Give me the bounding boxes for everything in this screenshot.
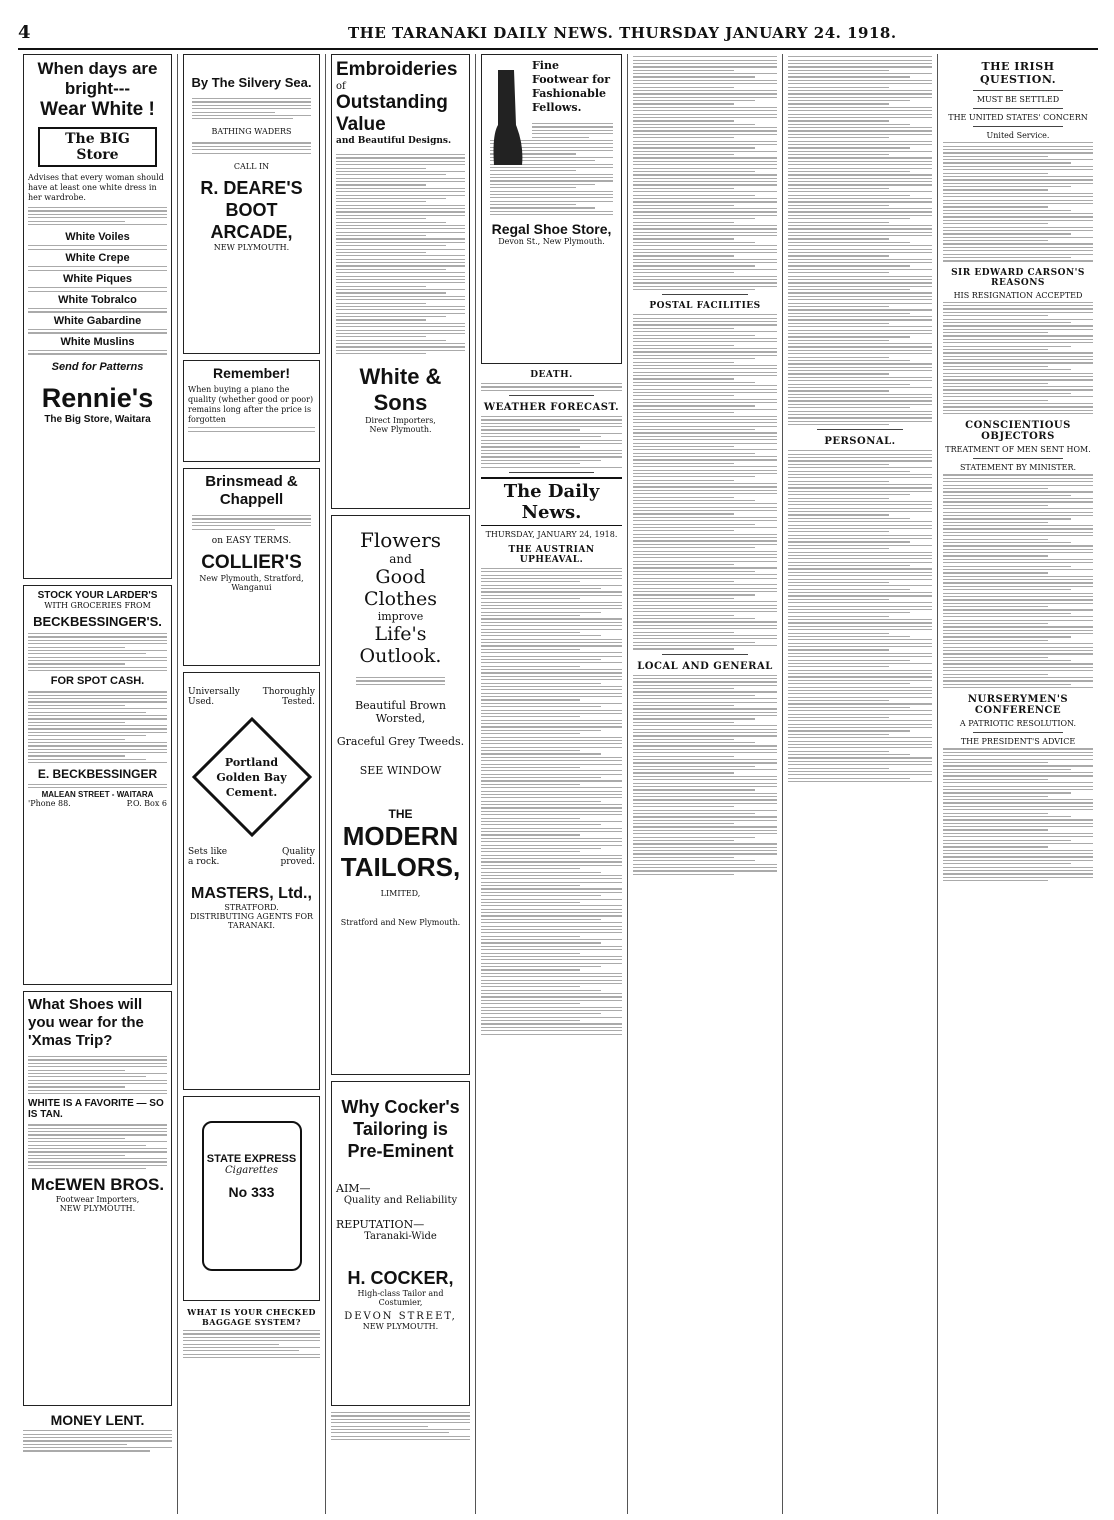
ad-headline: Outstanding bbox=[336, 92, 448, 113]
divider bbox=[973, 90, 1063, 91]
text-lines bbox=[331, 1412, 470, 1440]
favorite-slogan: WHITE IS A FAVORITE — SO IS TAN. bbox=[28, 1098, 164, 1121]
text-lines bbox=[28, 1056, 167, 1094]
cement-slogan: proved. bbox=[280, 857, 315, 867]
cig-number: No 333 bbox=[228, 1184, 275, 1200]
brand-line: Golden Bay bbox=[216, 771, 287, 784]
remember-ad bbox=[183, 360, 320, 462]
personal-heading: PERSONAL. bbox=[824, 436, 896, 448]
see-window: SEE WINDOW bbox=[359, 763, 442, 777]
text-lines bbox=[28, 350, 167, 355]
brand-line: Portland bbox=[224, 756, 279, 769]
money-lent-notice bbox=[23, 1412, 172, 1452]
send-patterns: Send for Patterns bbox=[51, 360, 144, 373]
spot-cash-heading: FOR SPOT CASH. bbox=[50, 675, 145, 688]
ad-headline: and bbox=[389, 552, 412, 566]
text-lines bbox=[28, 287, 167, 292]
cement-ad bbox=[183, 672, 320, 1090]
ad-subhead: and Beautiful Designs. bbox=[336, 136, 452, 146]
postal-heading: POSTAL FACILITIES bbox=[649, 301, 761, 312]
carson-sub: HIS RESIGNATION ACCEPTED bbox=[953, 290, 1083, 300]
editorial-headline: THE AUSTRIAN UPHEAVAL. bbox=[508, 544, 595, 565]
cement-slogan: Tested. bbox=[282, 697, 315, 707]
ad-headline: bright--- bbox=[64, 79, 131, 98]
objectors-sub: STATEMENT BY MINISTER. bbox=[959, 463, 1077, 473]
item-name: White Tobralco bbox=[58, 293, 137, 306]
divider bbox=[973, 732, 1063, 733]
importers-line: Footwear Importers, bbox=[55, 1195, 140, 1205]
deare-boot-arcade: R. DEARE'S BOOT ARCADE, bbox=[200, 177, 303, 242]
text-lines bbox=[188, 427, 315, 432]
store-name-box: The BIG Store bbox=[38, 127, 157, 167]
call-in: CALL IN bbox=[233, 161, 270, 171]
text-lines bbox=[943, 142, 1093, 261]
ad-headline: Embroideries bbox=[336, 59, 458, 80]
white-sons-logo: White & Sons bbox=[359, 364, 442, 416]
colliers-name: COLLIER'S bbox=[201, 551, 302, 573]
ad-headline: By The Silvery Sea. bbox=[191, 75, 312, 90]
phone-number: 'Phone 88. bbox=[28, 799, 71, 809]
state-express-ad bbox=[183, 1096, 320, 1301]
text-lines bbox=[633, 314, 777, 649]
nursery-heading: NURSERYMEN'S CONFERENCE bbox=[967, 694, 1069, 717]
town-line: New Plymouth. bbox=[369, 425, 432, 435]
cocker-trade: High-class Tailor and Costumier, bbox=[357, 1289, 444, 1307]
nursery-sub: A PATRIOTIC RESOLUTION. bbox=[959, 719, 1077, 729]
easy-terms: on EASY TERMS. bbox=[211, 535, 292, 546]
tailors-label: TAILORS, bbox=[340, 851, 461, 882]
text-lines bbox=[28, 308, 167, 313]
shoe-illustration-icon bbox=[488, 65, 528, 175]
product-line: Beautiful Brown Worsted, bbox=[355, 698, 446, 725]
bathing-waders: BATHING WADERS bbox=[211, 127, 292, 137]
ad-headline: When days are bbox=[37, 59, 158, 78]
modern-label: MODERN bbox=[342, 820, 459, 851]
aim-value: Quality and Reliability bbox=[343, 1195, 458, 1206]
text-lines bbox=[192, 98, 311, 119]
text-lines bbox=[336, 154, 465, 354]
divider bbox=[509, 395, 594, 396]
column-4 bbox=[476, 54, 628, 1514]
silvery-sea-ad bbox=[183, 54, 320, 354]
editorial-date: THURSDAY, JANUARY 24, 1918. bbox=[485, 529, 618, 539]
reputation-label: REPUTATION— bbox=[336, 1218, 425, 1231]
text-lines bbox=[28, 1124, 167, 1169]
text-lines bbox=[28, 633, 167, 671]
town-line: NEW PLYMOUTH. bbox=[59, 1204, 136, 1214]
cement-slogan: Thoroughly bbox=[262, 687, 315, 697]
regal-name: Regal Shoe Store, bbox=[491, 221, 612, 238]
ad-headline: Fine Footwear for Fashionable Fellows. bbox=[532, 59, 611, 114]
ad-headline: Wear White ! bbox=[40, 99, 155, 120]
cement-slogan: Sets like bbox=[188, 847, 228, 857]
page-number: 4 bbox=[18, 22, 32, 43]
text-lines bbox=[183, 1330, 320, 1358]
ad-subline: WITH GROCERIES FROM bbox=[44, 601, 151, 610]
po-box: P.O. Box 6 bbox=[126, 799, 167, 809]
text-lines bbox=[28, 207, 167, 225]
merchant-name: E. BECKBESSINGER bbox=[37, 767, 158, 782]
store-tagline: The Big Store, Waitara bbox=[44, 413, 151, 425]
cement-slogan: Universally bbox=[188, 687, 240, 697]
objectors-heading: CONSCIENTIOUS OBJECTORS bbox=[965, 420, 1071, 443]
column-5 bbox=[628, 54, 783, 1514]
mcewen-bros: McEWEN BROS. bbox=[30, 1175, 165, 1195]
divider bbox=[973, 126, 1063, 127]
text-lines bbox=[788, 56, 932, 425]
article-headline: WHAT IS YOUR CHECKED BAGGAGE SYSTEM? bbox=[187, 1307, 316, 1327]
merchant-address: MALEAN STREET - WAITARA bbox=[41, 790, 154, 800]
irish-sub: United Service. bbox=[986, 131, 1050, 140]
column-6 bbox=[783, 54, 938, 1514]
text-lines bbox=[532, 123, 613, 138]
daily-news-masthead: The Daily News. bbox=[481, 477, 622, 526]
nursery-sub: THE PRESIDENT'S ADVICE bbox=[960, 737, 1076, 747]
rennies-logo: Rennie's bbox=[41, 382, 154, 413]
flowers-ad bbox=[331, 515, 470, 1075]
item-name: White Voiles bbox=[65, 231, 130, 244]
irish-sub: THE UNITED STATES' CONCERN bbox=[948, 113, 1088, 122]
column-3 bbox=[326, 54, 476, 1514]
text-lines bbox=[192, 142, 311, 153]
column-2 bbox=[178, 54, 326, 1514]
item-name: White Piques bbox=[62, 272, 133, 285]
shop-name: BECKBESSINGER'S. bbox=[33, 614, 162, 629]
objectors-sub: TREATMENT OF MEN SENT HOM. bbox=[945, 445, 1091, 455]
text-lines bbox=[943, 302, 1093, 415]
item-name: White Gabardine bbox=[53, 314, 142, 327]
cement-slogan: Quality bbox=[282, 847, 315, 857]
ad-headline: Value bbox=[336, 114, 386, 135]
ad-headline: Brinsmead & Chappell bbox=[205, 473, 298, 508]
irish-heading: THE IRISH QUESTION. bbox=[979, 60, 1057, 86]
ad-headline: MONEY LENT. bbox=[50, 1412, 145, 1428]
town-line: NEW PLYMOUTH. bbox=[362, 1322, 439, 1331]
cig-brand: STATE EXPRESS bbox=[206, 1153, 297, 1165]
larders-ad bbox=[23, 585, 172, 985]
price-list-lines bbox=[28, 691, 167, 763]
text-lines bbox=[633, 675, 777, 875]
divider bbox=[817, 429, 903, 430]
brand-line: Cement. bbox=[225, 786, 278, 799]
local-heading: LOCAL AND GENERAL bbox=[637, 660, 773, 672]
divider bbox=[662, 654, 748, 655]
editorial-text-lines bbox=[481, 568, 622, 1035]
aim-label: AIM— bbox=[336, 1182, 371, 1195]
item-name: White Crepe bbox=[65, 252, 130, 264]
town-line: NEW PLYMOUTH. bbox=[213, 242, 290, 252]
divider bbox=[973, 108, 1063, 109]
agents-line: DISTRIBUTING AGENTS FOR TARANAKI. bbox=[189, 912, 314, 930]
shoes-ad bbox=[23, 991, 172, 1406]
ad-headline: Remember! bbox=[212, 365, 291, 381]
text-lines bbox=[633, 56, 777, 290]
newspaper-title-line: THE TARANAKI DAILY NEWS. THURSDAY JANUARY 24. 1918. bbox=[348, 24, 897, 42]
text-lines bbox=[192, 515, 311, 530]
ad-headline: Why Cocker's Tailoring is Pre-Eminent bbox=[341, 1097, 460, 1161]
text-lines bbox=[788, 450, 932, 782]
ad-headline: What Shoes will you wear for the 'Xmas Trip? bbox=[28, 996, 144, 1049]
text-lines bbox=[356, 677, 445, 685]
column-1 bbox=[18, 54, 178, 1514]
ad-headline: improve bbox=[377, 610, 424, 623]
cig-sub: Cigarettes bbox=[225, 1165, 278, 1176]
cement-slogan: a rock. bbox=[188, 857, 220, 867]
text-lines bbox=[481, 383, 622, 391]
text-lines bbox=[28, 784, 167, 789]
ad-headline: Life's Outlook. bbox=[359, 623, 442, 667]
product-line: Graceful Grey Tweeds. bbox=[336, 734, 465, 748]
death-heading: DEATH. bbox=[530, 370, 573, 380]
regal-shoe-ad bbox=[481, 54, 622, 364]
baggage-article bbox=[183, 1307, 320, 1358]
big-store-ad bbox=[23, 54, 172, 579]
importers-line: Direct Importers, bbox=[365, 416, 436, 426]
text-lines bbox=[28, 245, 167, 250]
divider bbox=[509, 472, 594, 473]
ad-text: When buying a piano the quality (whether good or poor) remains long after the price is forgotten bbox=[188, 385, 314, 424]
regal-address: Devon St., New Plymouth. bbox=[498, 237, 605, 247]
text-lines bbox=[481, 416, 622, 468]
ad-headline: Good Clothes bbox=[364, 566, 437, 610]
text-lines bbox=[943, 748, 1093, 881]
embroideries-ad bbox=[331, 54, 470, 509]
the-label: THE bbox=[388, 806, 413, 821]
cement-diamond-logo bbox=[192, 717, 312, 837]
ad-headline: STOCK YOUR LARDER'S bbox=[37, 590, 158, 601]
ad-headline: Flowers bbox=[359, 528, 442, 552]
irish-sub: MUST BE SETTLED bbox=[976, 95, 1060, 104]
limited-line: LIMITED, bbox=[380, 888, 421, 898]
carson-heading: SIR EDWARD CARSON'S REASONS bbox=[951, 267, 1085, 288]
ad-intro: Advises that every woman should have at least one white dress in her wardrobe. bbox=[28, 173, 164, 202]
branch-towns: New Plymouth, Stratford, Wanganui bbox=[199, 573, 304, 592]
divider bbox=[662, 294, 748, 295]
masters-ltd: MASTERS, Ltd., bbox=[191, 885, 312, 902]
weather-heading: WEATHER FORECAST. bbox=[483, 401, 620, 413]
text-lines bbox=[28, 329, 167, 334]
cocker-street: DEVON STREET, bbox=[344, 1311, 457, 1322]
brinsmead-ad bbox=[183, 468, 320, 666]
text-lines bbox=[28, 266, 167, 271]
cocker-name: H. COCKER, bbox=[347, 1268, 454, 1288]
town-line: STRATFORD. bbox=[224, 903, 279, 912]
cement-slogan: Used. bbox=[188, 697, 215, 707]
masthead bbox=[18, 22, 1098, 50]
town-line: Stratford and New Plymouth. bbox=[340, 917, 461, 927]
divider bbox=[973, 458, 1063, 459]
text-lines bbox=[943, 474, 1093, 688]
reputation-value: Taranaki-Wide bbox=[364, 1231, 437, 1242]
item-name: White Muslins bbox=[60, 335, 135, 348]
text-lines bbox=[23, 1430, 172, 1451]
column-7 bbox=[938, 54, 1098, 1514]
cigarette-box-graphic bbox=[202, 1121, 302, 1271]
cocker-ad bbox=[331, 1081, 470, 1406]
ad-headline: of bbox=[336, 81, 346, 92]
